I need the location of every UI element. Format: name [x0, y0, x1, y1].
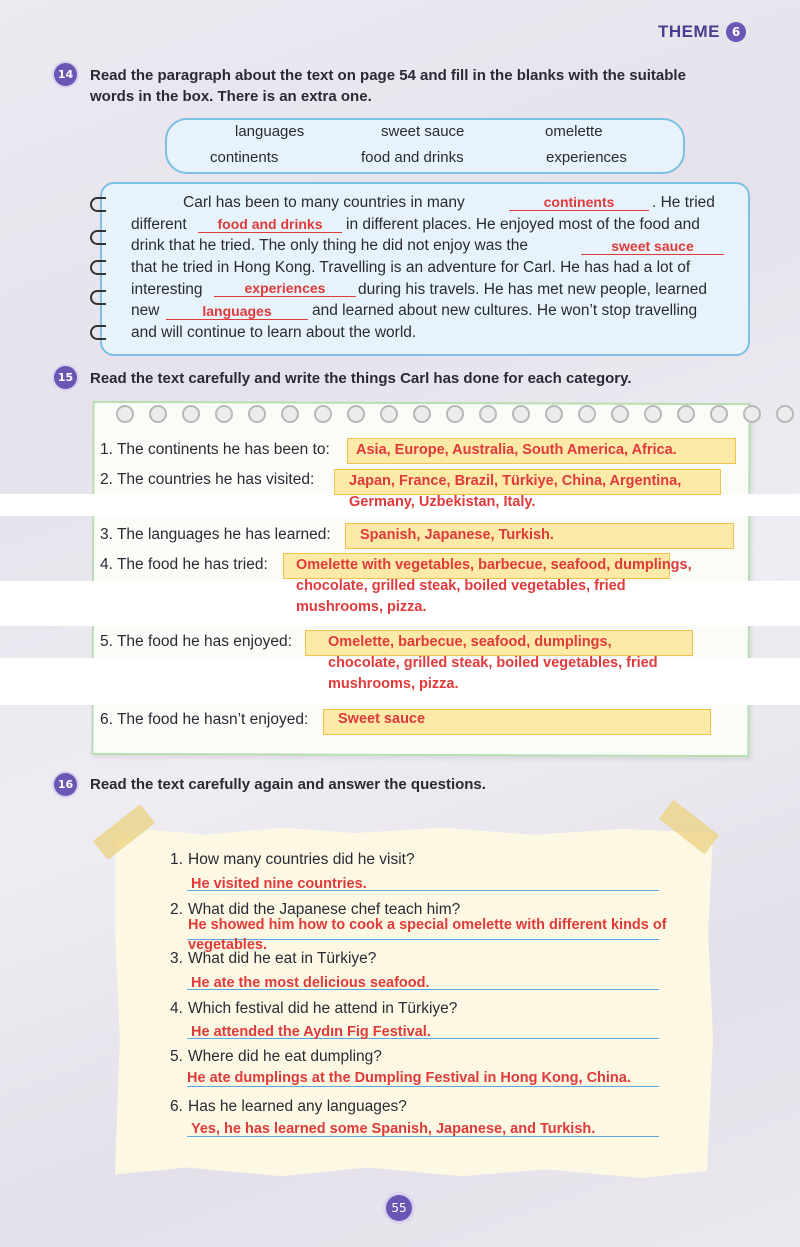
theme-number-badge: 6 [726, 22, 746, 42]
answer-text: vegetables. [188, 937, 267, 953]
category-label-3: 3. The languages he has learned: [100, 526, 331, 543]
paragraph-text: Carl has been to many countries in many [183, 194, 465, 211]
binder-ring-icon [90, 230, 106, 245]
hole-icon [776, 405, 794, 423]
hole-icon [611, 405, 629, 423]
question-text: Which festival did he attend in Türkiye? [188, 1000, 458, 1017]
binder-ring-icon [90, 260, 106, 275]
hole-icon [182, 405, 200, 423]
paragraph-text: . He tried [652, 194, 715, 211]
answer-text: He visited nine countries. [191, 876, 367, 892]
hole-icon [116, 405, 134, 423]
answer-text: Omelette, barbecue, seafood, dumplings, [328, 634, 612, 650]
theme-label: THEME [658, 22, 720, 41]
answer-text: Yes, he has learned some Spanish, Japanese, and Turkish. [191, 1121, 596, 1137]
blank-answer-4[interactable]: experiences [214, 280, 356, 297]
hole-icon [512, 405, 530, 423]
answer-text: He attended the Aydın Fig Festival. [191, 1024, 431, 1040]
word-box-item: continents [210, 149, 279, 166]
hole-icon [479, 405, 497, 423]
hole-icon [314, 405, 332, 423]
paragraph-text: different [131, 216, 187, 233]
question-number: 6. [170, 1098, 183, 1115]
blank-answer-2[interactable]: food and drinks [198, 216, 342, 233]
paragraph-text: in different places. He enjoyed most of the food and [346, 216, 700, 233]
paragraph-text: during his travels. He has met new people, learned [358, 281, 707, 298]
exercise-15-instruction: Read the text carefully and write the things Carl has done for each category. [90, 370, 632, 387]
hole-icon [380, 405, 398, 423]
paragraph-text: and learned about new cultures. He won’t stop travelling [312, 302, 698, 319]
answer-text: mushrooms, pizza. [328, 676, 459, 692]
notebook-holes [116, 405, 794, 423]
binder-ring-icon [90, 325, 106, 340]
hole-icon [347, 405, 365, 423]
theme-header [658, 22, 746, 42]
question-text: How many countries did he visit? [188, 851, 415, 868]
paragraph-text: that he tried in Hong Kong. Travelling is an adventure for Carl. He has had a lot of [131, 259, 691, 276]
answer-text: He showed him how to cook a special omelette with different kinds of [188, 917, 667, 933]
binder-ring-icon [90, 290, 106, 305]
hole-icon [743, 405, 761, 423]
paragraph-text: interesting [131, 281, 203, 298]
answer-text: Asia, Europe, Australia, South America, Africa. [356, 442, 677, 458]
question-number: 2. [170, 901, 183, 918]
answer-text: He ate the most delicious seafood. [191, 975, 430, 991]
hole-icon [248, 405, 266, 423]
answer-text: chocolate, grilled steak, boiled vegetables, fried [328, 655, 658, 671]
question-number: 5. [170, 1048, 183, 1065]
exercise-16-instruction: Read the text carefully again and answer the questions. [90, 776, 486, 793]
blank-answer-5[interactable]: languages [166, 303, 308, 320]
answer-text: chocolate, grilled steak, boiled vegetables, fried [296, 578, 626, 594]
question-text: What did he eat in Türkiye? [188, 950, 377, 967]
answer-text: Germany, Uzbekistan, Italy. [349, 494, 536, 510]
paragraph-text: and will continue to learn about the world. [131, 324, 417, 341]
word-box-item: sweet sauce [381, 123, 465, 140]
hole-icon [578, 405, 596, 423]
hole-icon [446, 405, 464, 423]
blank-answer-3[interactable]: sweet sauce [581, 238, 724, 255]
category-label-6: 6. The food he hasn’t enjoyed: [100, 711, 309, 728]
exercise-15-badge: 15 [54, 366, 77, 389]
paragraph-text: new [131, 302, 160, 319]
binder-ring-icon [90, 197, 106, 212]
blank-answer-1[interactable]: continents [509, 194, 649, 211]
question-text: Has he learned any languages? [188, 1098, 407, 1115]
hole-icon [644, 405, 662, 423]
hole-icon [281, 405, 299, 423]
word-box-item: food and drinks [361, 149, 464, 166]
answer-text: Sweet sauce [338, 711, 426, 727]
hole-icon [149, 405, 167, 423]
answer-text: Japan, France, Brazil, Türkiye, China, Argentina, [349, 473, 682, 489]
hole-icon [677, 405, 695, 423]
hole-icon [413, 405, 431, 423]
exercise-14-instruction-line1: Read the paragraph about the text on page 54 and fill in the blanks with the suitable [90, 67, 686, 84]
page-number: 55 [386, 1195, 412, 1221]
hole-icon [215, 405, 233, 423]
answer-text: He ate dumplings at the Dumpling Festival in Hong Kong, China. [187, 1070, 631, 1086]
answer-text: Spanish, Japanese, Turkish. [360, 527, 554, 543]
exercise-14-badge: 14 [54, 63, 77, 86]
answer-text: mushrooms, pizza. [296, 599, 427, 615]
question-text: Where did he eat dumpling? [188, 1048, 382, 1065]
category-label-1: 1. The continents he has been to: [100, 441, 330, 458]
question-number: 3. [170, 950, 183, 967]
question-number: 4. [170, 1000, 183, 1017]
category-label-4: 4. The food he has tried: [100, 556, 268, 573]
word-box-item: omelette [545, 123, 603, 140]
question-text: What did the Japanese chef teach him? [188, 901, 461, 918]
question-number: 1. [170, 851, 183, 868]
word-box-item: languages [235, 123, 305, 140]
category-label-5: 5. The food he has enjoyed: [100, 633, 292, 650]
category-label-2: 2. The countries he has visited: [100, 471, 315, 488]
paragraph-text: drink that he tried. The only thing he did not enjoy was the [131, 237, 528, 254]
hole-icon [710, 405, 728, 423]
exercise-14-instruction-line2: words in the box. There is an extra one. [90, 88, 372, 105]
hole-icon [545, 405, 563, 423]
word-box-item: experiences [546, 149, 627, 166]
exercise-16-badge: 16 [54, 773, 77, 796]
answer-text: Omelette with vegetables, barbecue, seafood, dumplings, [296, 557, 692, 573]
